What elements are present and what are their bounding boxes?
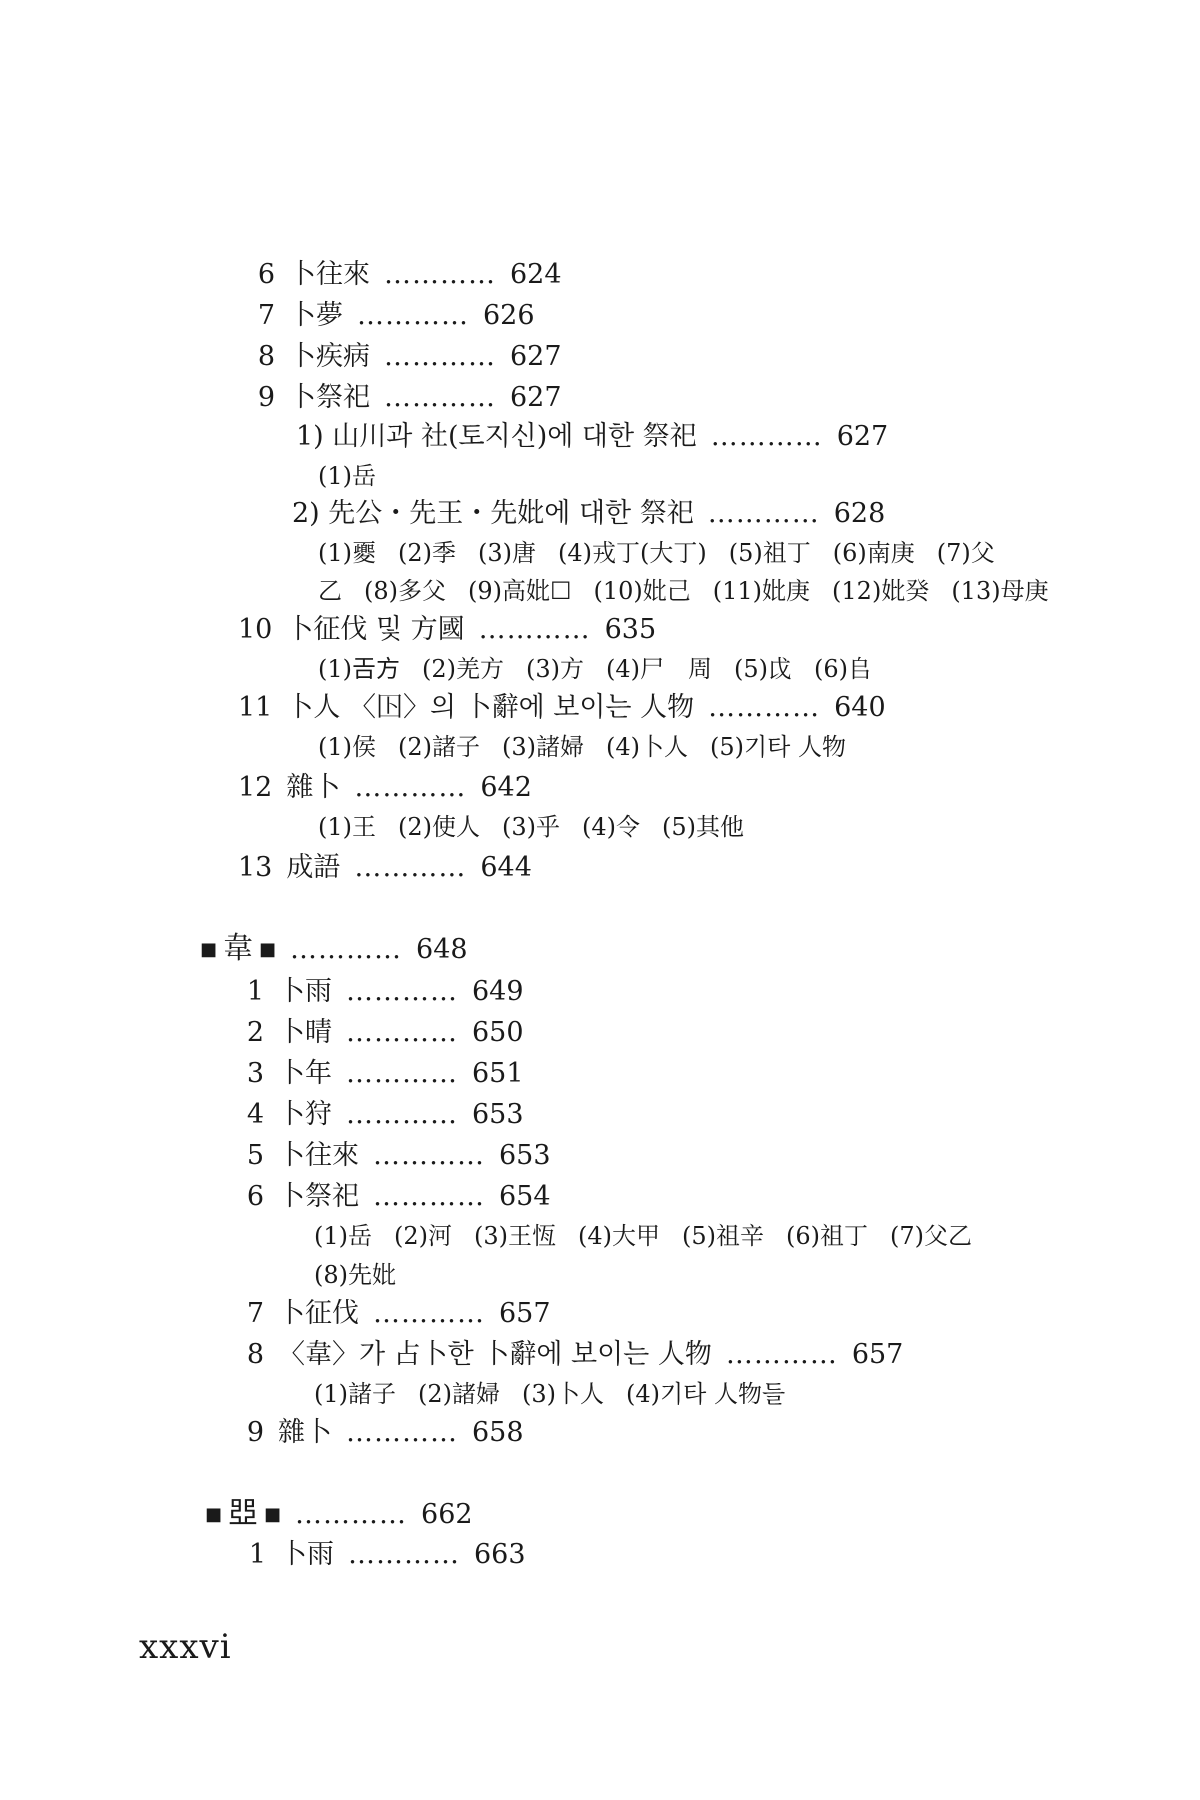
item: (3)卜人 xyxy=(522,1380,604,1408)
leader-dots: ………… xyxy=(346,1099,458,1130)
leader-dots: ………… xyxy=(478,614,591,645)
toc-entry-b3 xyxy=(234,1057,524,1091)
entry-b6-items-line2 xyxy=(314,1259,396,1291)
entry-title: 雜卜 xyxy=(278,1417,332,1448)
item: (3)乎 xyxy=(502,813,560,841)
item: (3)唐 xyxy=(478,539,536,567)
leader-dots: ………… xyxy=(710,421,823,452)
square-bullet-icon: ■ xyxy=(259,939,277,960)
leader-dots: ………… xyxy=(346,1417,458,1448)
item: (6)𠂤 xyxy=(814,655,872,683)
item: (4)令 xyxy=(582,813,640,841)
item: (1)𢀛方 xyxy=(318,655,400,683)
entry-number: 3 xyxy=(246,1058,264,1089)
entry-number: 10 xyxy=(238,614,273,645)
leader-dots: ………… xyxy=(384,259,496,290)
entry-page: 627 xyxy=(510,341,562,372)
entry-number: 1 xyxy=(248,1539,266,1570)
item: (4)기타 人物들 xyxy=(626,1380,786,1408)
leader-dots: ………… xyxy=(373,1181,485,1212)
subentry-title: 2) 先公・先王・先妣에 대한 祭祀 xyxy=(292,498,694,529)
toc-entry-13 xyxy=(238,851,532,885)
item: (2)使人 xyxy=(398,813,480,841)
subentry-2-items-line1 xyxy=(318,537,995,569)
item: (1)岳 xyxy=(318,462,376,490)
entry-page: 624 xyxy=(510,259,562,290)
leader-dots: ………… xyxy=(354,772,467,803)
entry-number: 1 xyxy=(246,976,264,1007)
entry-title: 〈韋〉가 占卜한 卜辭에 보이는 人物 xyxy=(278,1339,712,1370)
square-bullet-icon: ■ xyxy=(205,1504,223,1525)
item: (1)王 xyxy=(318,813,376,841)
entry-title: 卜征伐 및 方國 xyxy=(286,614,465,645)
toc-subentry-1 xyxy=(296,420,888,454)
item: (4)尸 周 xyxy=(606,655,712,683)
entry-page: 651 xyxy=(472,1058,524,1089)
item: (12)妣癸 xyxy=(832,577,930,605)
section-heading-wei xyxy=(200,932,468,967)
toc-entry-10 xyxy=(238,613,656,647)
item: (8)先妣 xyxy=(314,1261,396,1289)
item: (8)多父 xyxy=(364,577,446,605)
entry-number: 7 xyxy=(257,300,275,331)
item: (13)母庚 xyxy=(951,577,1049,605)
entry-11-items xyxy=(318,731,846,763)
entry-title: 卜雨 xyxy=(278,976,332,1007)
entry-title: 卜疾病 xyxy=(289,341,370,372)
leader-dots: ………… xyxy=(346,1017,458,1048)
entry-page: 650 xyxy=(472,1017,524,1048)
entry-page: 627 xyxy=(510,382,562,413)
leader-dots: ………… xyxy=(357,300,469,331)
entry-12-items xyxy=(318,811,744,843)
toc-entry-b5 xyxy=(234,1139,551,1173)
leader-dots: ………… xyxy=(346,976,458,1007)
entry-number: 2 xyxy=(246,1017,264,1048)
item: (2)諸婦 xyxy=(418,1380,500,1408)
entry-page: 658 xyxy=(472,1417,524,1448)
entry-page: 649 xyxy=(472,976,524,1007)
item: (2)季 xyxy=(398,539,456,567)
item: (5)기타 人物 xyxy=(710,733,846,761)
entry-page: 642 xyxy=(480,772,532,803)
entry-b8-items xyxy=(314,1378,785,1410)
subentry-1-items xyxy=(318,460,376,492)
entry-number: 12 xyxy=(238,772,273,803)
item: (4)戎丁(大丁) xyxy=(558,539,707,567)
entry-title: 卜征伐 xyxy=(278,1298,359,1329)
item: (9)高妣☐ xyxy=(468,577,572,605)
item: (4)卜人 xyxy=(606,733,688,761)
leader-dots: ………… xyxy=(725,1339,838,1370)
entry-number: 13 xyxy=(238,852,273,883)
toc-entry-8 xyxy=(245,340,562,374)
item: (7)父乙 xyxy=(890,1222,972,1250)
leader-dots: ………… xyxy=(384,341,496,372)
entry-page: 653 xyxy=(472,1099,524,1130)
leader-dots: ………… xyxy=(373,1140,485,1171)
entry-title: 卜祭祀 xyxy=(278,1181,359,1212)
item: (2)河 xyxy=(394,1222,452,1250)
item: (1)侯 xyxy=(318,733,376,761)
item: (3)王恆 xyxy=(474,1222,556,1250)
entry-title: 雜卜 xyxy=(286,772,341,803)
entry-title: 卜晴 xyxy=(278,1017,332,1048)
item: (3)方 xyxy=(526,655,584,683)
entry-title: 卜往來 xyxy=(289,259,370,290)
entry-number: 8 xyxy=(246,1339,264,1370)
entry-title: 卜往來 xyxy=(278,1140,359,1171)
square-bullet-icon: ■ xyxy=(264,1504,282,1525)
leader-dots: ………… xyxy=(290,934,403,965)
toc-entry-b1 xyxy=(234,975,524,1009)
entry-page: 644 xyxy=(480,852,532,883)
section-page: 662 xyxy=(421,1499,473,1530)
item: (5)祖丁 xyxy=(728,539,811,567)
section-heading-c xyxy=(205,1497,473,1532)
entry-page: 654 xyxy=(499,1181,551,1212)
toc-entry-b6 xyxy=(234,1180,551,1214)
toc-entry-b2 xyxy=(234,1016,524,1050)
leader-dots: ………… xyxy=(295,1499,408,1530)
leader-dots: ………… xyxy=(708,692,821,723)
item: (1)岳 xyxy=(314,1222,372,1250)
entry-number: 4 xyxy=(246,1099,264,1130)
section-title: 𠁁 xyxy=(228,1496,259,1531)
entry-10-items xyxy=(318,653,872,685)
item: (5)其他 xyxy=(662,813,744,841)
item: (6)南庚 xyxy=(832,539,915,567)
toc-entry-6 xyxy=(245,258,562,292)
item: (6)祖丁 xyxy=(786,1222,868,1250)
entry-number: 6 xyxy=(246,1181,264,1212)
item: (1)夒 xyxy=(318,539,376,567)
item: (7)父 xyxy=(936,539,995,567)
item: (4)大甲 xyxy=(578,1222,660,1250)
toc-subentry-2 xyxy=(292,497,885,531)
subentry-page: 628 xyxy=(833,498,886,529)
entry-b6-items-line1 xyxy=(314,1220,972,1252)
subentry-title: 1) 山川과 社(토지신)에 대한 祭祀 xyxy=(296,421,697,452)
item: (11)妣庚 xyxy=(712,577,811,605)
entry-page: 653 xyxy=(499,1140,551,1171)
entry-title: 卜狩 xyxy=(278,1099,332,1130)
entry-number: 9 xyxy=(257,382,275,413)
entry-page: 657 xyxy=(499,1298,551,1329)
entry-number: 8 xyxy=(257,341,275,372)
entry-page: 640 xyxy=(834,692,886,723)
entry-title: 卜夢 xyxy=(289,300,343,331)
entry-page: 635 xyxy=(604,614,657,645)
entry-title: 成語 xyxy=(286,852,341,883)
item: (2)諸子 xyxy=(398,733,480,761)
item: (5)戉 xyxy=(734,655,792,683)
entry-title: 卜人 〈𡆥〉의 卜辭에 보이는 人物 xyxy=(286,692,695,723)
subentry-page: 627 xyxy=(836,421,889,452)
subentry-2-items-line2 xyxy=(318,575,1049,607)
section-title: 韋 xyxy=(223,931,254,966)
item: (1)諸子 xyxy=(314,1380,396,1408)
section-page: 648 xyxy=(416,934,468,965)
entry-number: 7 xyxy=(246,1298,264,1329)
entry-title: 卜雨 xyxy=(280,1539,334,1570)
toc-entry-12 xyxy=(238,771,532,805)
toc-entry-b9 xyxy=(234,1416,524,1450)
leader-dots: ………… xyxy=(348,1539,460,1570)
item: 乙 xyxy=(318,577,342,605)
toc-entry-b7 xyxy=(234,1297,551,1331)
entry-title: 卜祭祀 xyxy=(289,382,370,413)
item: (5)祖辛 xyxy=(682,1222,764,1250)
leader-dots: ………… xyxy=(384,382,496,413)
item: (2)羌方 xyxy=(422,655,504,683)
leader-dots: ………… xyxy=(354,852,467,883)
leader-dots: ………… xyxy=(707,498,820,529)
entry-page: 657 xyxy=(851,1339,904,1370)
square-bullet-icon: ■ xyxy=(200,939,218,960)
toc-entry-c1 xyxy=(236,1538,526,1572)
toc-entry-9 xyxy=(245,381,562,415)
toc-entry-7 xyxy=(245,299,535,333)
entry-title: 卜年 xyxy=(278,1058,332,1089)
entry-number: 6 xyxy=(257,259,275,290)
leader-dots: ………… xyxy=(373,1298,485,1329)
entry-number: 11 xyxy=(238,692,273,723)
entry-number: 5 xyxy=(246,1140,264,1171)
item: (10)妣己 xyxy=(593,577,691,605)
entry-number: 9 xyxy=(246,1417,264,1448)
toc-entry-11 xyxy=(238,691,886,725)
item: (3)諸婦 xyxy=(502,733,584,761)
entry-page: 626 xyxy=(483,300,535,331)
entry-page: 663 xyxy=(474,1539,526,1570)
toc-entry-b8 xyxy=(234,1338,903,1372)
toc-entry-b4 xyxy=(234,1098,524,1132)
leader-dots: ………… xyxy=(346,1058,458,1089)
page-number: xxxvi xyxy=(139,1627,232,1667)
